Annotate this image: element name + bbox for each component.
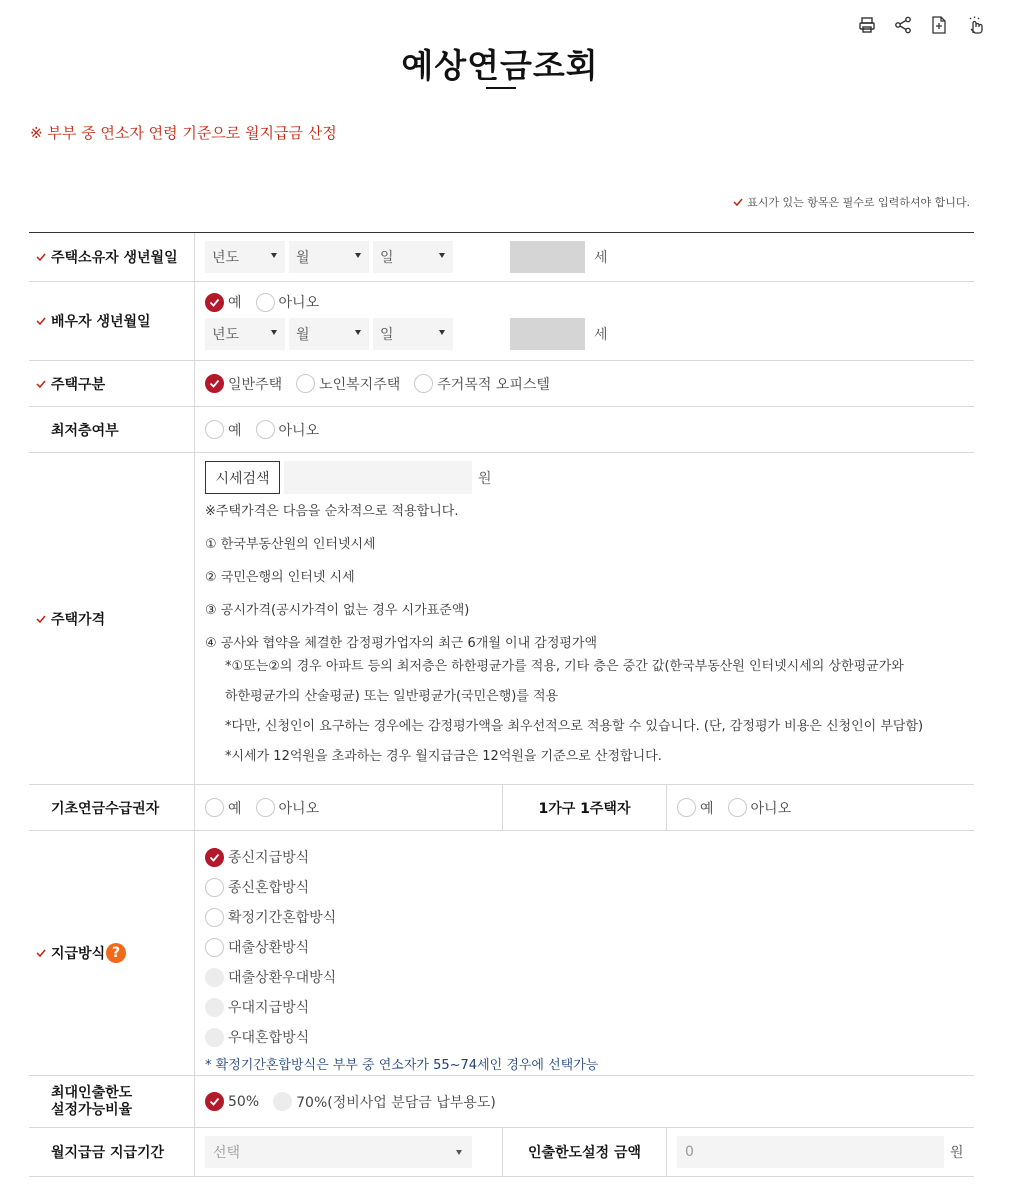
page-title: 예상연금조회	[401, 46, 599, 85]
basic-pension-yes-radio[interactable]: 예	[205, 798, 242, 818]
owner-birth-row	[29, 233, 974, 282]
radio-checked-icon	[205, 848, 224, 867]
age-unit: 세	[594, 250, 608, 266]
list-item: ③ 공시가격(공시가격이 없는 경우 시가표준액)	[205, 603, 470, 618]
lowest-floor-cell	[195, 407, 974, 452]
required-check-icon	[36, 379, 46, 389]
spouse-month-select[interactable]: 월	[289, 318, 369, 350]
house-general-radio[interactable]: 일반주택	[205, 374, 282, 394]
dropdown-arrow-icon	[439, 253, 445, 258]
method-loan-repay-radio[interactable]: 대출상환방식	[205, 932, 309, 962]
house-type-label: 주택구분	[29, 361, 195, 406]
basic-pension-row	[29, 785, 974, 831]
ratio-70-radio: 70%(정비사업 분담금 납부용도)	[273, 1092, 496, 1112]
price-input[interactable]	[284, 461, 472, 494]
one-house-label: 1가구 1주택자	[502, 785, 667, 830]
house-price-row	[29, 453, 974, 785]
help-question-icon[interactable]: ?	[106, 943, 126, 963]
radio-checked-icon	[205, 293, 224, 312]
title-underline	[486, 87, 516, 89]
basic-pension-no-radio[interactable]: 아니오	[256, 798, 320, 818]
method-pref-mixed-radio: 우대혼합방식	[205, 1022, 309, 1052]
dropdown-arrow-icon	[355, 330, 361, 335]
spouse-age-display	[510, 318, 585, 350]
lowest-floor-no-radio[interactable]: 아니오	[256, 420, 320, 440]
spouse-yes-radio[interactable]: 예	[205, 292, 242, 312]
share-icon[interactable]	[892, 14, 914, 36]
pay-period-cell	[195, 1128, 502, 1176]
one-house-cell	[667, 785, 974, 830]
spouse-birth-cell	[195, 282, 974, 360]
price-sub-note: 하한평균가의 산술평균) 또는 일반평균가(국민은행)를 적용	[225, 689, 559, 704]
max-ratio-row	[29, 1076, 974, 1128]
spouse-year-select[interactable]: 년도	[205, 318, 285, 350]
payment-method-label: 지급방식 ?	[29, 831, 195, 1075]
house-type-cell	[195, 361, 974, 406]
radio-checked-icon	[205, 374, 224, 393]
owner-birth-label: 주택소유자 생년월일	[29, 233, 195, 281]
spouse-birth-label: 배우자 생년월일	[29, 282, 195, 360]
required-note-text: 표시가 있는 항목은 필수로 입력하셔야 합니다.	[747, 196, 970, 209]
list-item: ① 한국부동산원의 인터넷시세	[205, 537, 376, 552]
age-unit: 세	[594, 327, 608, 343]
required-note	[733, 194, 970, 210]
withdraw-amount-cell	[667, 1128, 974, 1176]
export-icon[interactable]	[928, 14, 950, 36]
radio-checked-icon	[205, 1092, 224, 1111]
method-note: * 확정기간혼합방식은 부부 중 연소자가 55~74세인 경우에 선택가능	[205, 1058, 599, 1073]
withdraw-amount-label: 인출한도설정 금액	[502, 1128, 667, 1176]
lowest-floor-yes-radio[interactable]: 예	[205, 420, 242, 440]
list-item: ④ 공사와 협약을 체결한 감정평가업자의 최근 6개월 이내 감정평가액	[205, 636, 598, 651]
pay-period-select[interactable]: 선택	[205, 1136, 472, 1168]
owner-birth-cell	[195, 233, 974, 281]
required-check-icon	[36, 316, 46, 326]
basic-pension-cell	[195, 785, 502, 830]
utility-toolbar	[856, 14, 986, 36]
spouse-day-select[interactable]: 일	[373, 318, 453, 350]
payment-method-row	[29, 831, 974, 1076]
owner-month-select[interactable]: 월	[289, 241, 369, 273]
house-price-label: 주택가격	[29, 453, 195, 784]
price-sub-note: *①또는②의 경우 아파트 등의 최저층은 하한평균가를 적용, 기타 층은 중간 값(한국부동산원 인터넷시세의 상한평균가와	[225, 659, 904, 674]
ratio-50-radio[interactable]: 50%	[205, 1092, 259, 1111]
dropdown-arrow-icon	[355, 253, 361, 258]
lowest-floor-label: 최저층여부	[29, 407, 195, 452]
required-check-icon	[36, 252, 46, 262]
touch-icon[interactable]	[964, 14, 986, 36]
owner-day-select[interactable]: 일	[373, 241, 453, 273]
required-check-icon	[36, 948, 46, 958]
spouse-birth-row	[29, 282, 974, 361]
price-unit: 원	[478, 470, 492, 487]
lowest-floor-row	[29, 407, 974, 453]
print-icon[interactable]	[856, 14, 878, 36]
max-ratio-cell	[195, 1076, 974, 1127]
method-loan-repay-pref-radio: 대출상환우대방식	[205, 962, 336, 992]
required-check-icon	[733, 197, 743, 207]
list-item: ② 국민은행의 인터넷 시세	[205, 570, 355, 585]
dropdown-arrow-icon	[439, 330, 445, 335]
one-house-yes-radio[interactable]: 예	[677, 798, 714, 818]
amount-unit: 원	[950, 1145, 964, 1161]
price-search-button[interactable]: 시세검색	[205, 461, 280, 494]
owner-year-select[interactable]: 년도	[205, 241, 285, 273]
pay-period-label: 월지급금 지급기간	[29, 1128, 195, 1176]
dropdown-arrow-icon	[271, 330, 277, 335]
dropdown-arrow-icon	[456, 1150, 462, 1155]
one-house-no-radio[interactable]: 아니오	[728, 798, 792, 818]
house-officetel-radio[interactable]: 주거목적 오피스텔	[414, 374, 550, 394]
house-price-cell	[195, 453, 974, 784]
basic-pension-label: 기초연금수급권자	[29, 785, 195, 830]
method-fixed-mixed-radio[interactable]: 확정기간혼합방식	[205, 902, 336, 932]
pay-period-row	[29, 1128, 974, 1177]
withdraw-amount-input[interactable]: 0	[677, 1136, 944, 1168]
price-info: ※주택가격은 다음을 순차적으로 적용합니다.	[205, 504, 459, 519]
required-check-icon	[36, 614, 46, 624]
price-rule-list	[205, 533, 597, 656]
max-ratio-label: 최대인출한도 설정가능비율	[29, 1076, 195, 1127]
owner-age-display	[510, 241, 585, 273]
payment-method-cell	[195, 831, 974, 1075]
method-lifetime-mixed-radio[interactable]: 종신혼합방식	[205, 872, 309, 902]
price-sub-note: *다만, 신청인이 요구하는 경우에는 감정평가액을 최우선적으로 적용할 수 있습니다. (단, 감정평가 비용은 신청인이 부담함)	[225, 719, 924, 734]
method-lifetime-radio[interactable]: 종신지급방식	[205, 842, 309, 872]
method-pref-pay-radio: 우대지급방식	[205, 992, 309, 1022]
house-type-row	[29, 361, 974, 407]
pension-form	[29, 232, 974, 1177]
dropdown-arrow-icon	[271, 253, 277, 258]
spouse-no-radio[interactable]: 아니오	[256, 292, 320, 312]
age-notice: ※ 부부 중 연소자 연령 기준으로 월지급금 산정	[30, 124, 337, 142]
house-senior-radio[interactable]: 노인복지주택	[296, 374, 400, 394]
price-sub-note: *시세가 12억원을 초과하는 경우 월지급금은 12억원을 기준으로 산정합니다.	[225, 749, 662, 764]
